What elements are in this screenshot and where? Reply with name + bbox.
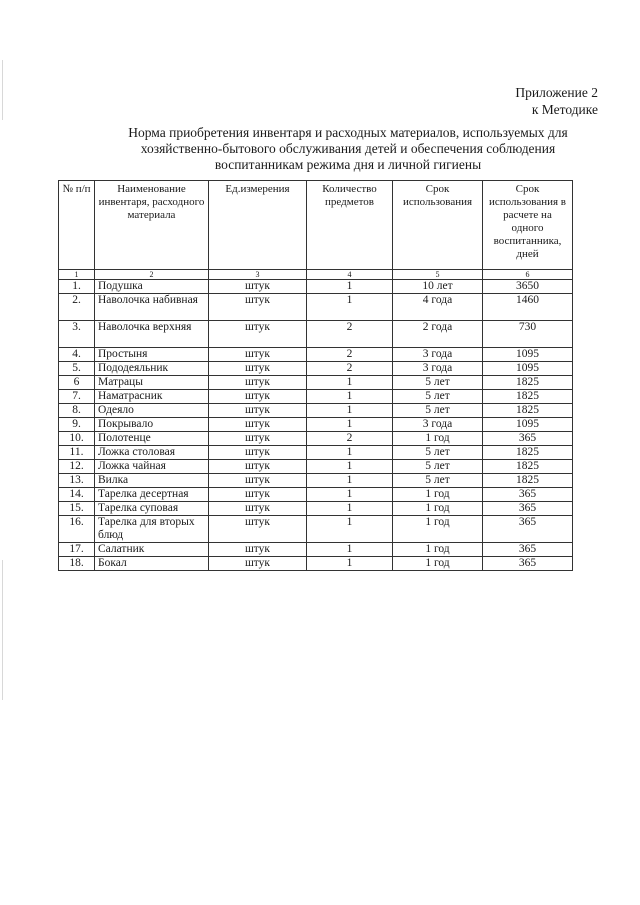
row-number: 16.	[59, 516, 95, 543]
item-unit: штук	[209, 488, 307, 502]
item-term: 5 лет	[393, 446, 483, 460]
table-header-row	[59, 181, 573, 270]
item-term: 1 год	[393, 516, 483, 543]
item-quantity: 2	[307, 348, 393, 362]
row-number: 12.	[59, 460, 95, 474]
item-term: 5 лет	[393, 460, 483, 474]
item-name: Простыня	[95, 348, 209, 362]
title-line-2: хозяйственно-бытового обслуживания детей и обеспечения соблюдения	[140, 141, 556, 156]
item-quantity: 1	[307, 390, 393, 404]
item-days: 1825	[483, 390, 573, 404]
item-unit: штук	[209, 362, 307, 376]
item-quantity: 1	[307, 543, 393, 557]
item-name: Подушка	[95, 280, 209, 294]
table-row	[59, 446, 573, 460]
item-name: Наволочка верхняя	[95, 321, 209, 348]
header-name: Наименование инвентаря, расходного материала	[95, 181, 209, 270]
item-days: 1825	[483, 446, 573, 460]
table-row	[59, 321, 573, 348]
item-unit: штук	[209, 348, 307, 362]
appendix-line-2: к Методике	[531, 102, 598, 117]
table-row	[59, 516, 573, 543]
item-name: Бокал	[95, 557, 209, 571]
item-quantity: 2	[307, 321, 393, 348]
table-row	[59, 376, 573, 390]
item-unit: штук	[209, 294, 307, 321]
item-days: 1095	[483, 418, 573, 432]
item-days: 365	[483, 543, 573, 557]
item-term: 4 года	[393, 294, 483, 321]
table-row	[59, 362, 573, 376]
item-unit: штук	[209, 418, 307, 432]
row-number: 18.	[59, 557, 95, 571]
item-term: 5 лет	[393, 376, 483, 390]
table-row	[59, 404, 573, 418]
item-unit: штук	[209, 390, 307, 404]
column-number: 4	[307, 270, 393, 280]
table-row	[59, 418, 573, 432]
row-number: 10.	[59, 432, 95, 446]
item-term: 2 года	[393, 321, 483, 348]
item-name: Покрывало	[95, 418, 209, 432]
row-number: 14.	[59, 488, 95, 502]
column-number: 5	[393, 270, 483, 280]
item-quantity: 1	[307, 404, 393, 418]
title-line-1: Норма приобретения инвентаря и расходных материалов, используемых для	[128, 125, 568, 140]
scan-edge-mark	[2, 60, 3, 120]
row-number: 17.	[59, 543, 95, 557]
table-row	[59, 474, 573, 488]
item-term: 10 лет	[393, 280, 483, 294]
item-quantity: 1	[307, 502, 393, 516]
header-unit: Ед.измерения	[209, 181, 307, 270]
item-unit: штук	[209, 321, 307, 348]
item-unit: штук	[209, 446, 307, 460]
item-days: 365	[483, 432, 573, 446]
column-number: 3	[209, 270, 307, 280]
row-number: 2.	[59, 294, 95, 321]
header-days: Срок использования в расчете на одного воспитанника, дней	[483, 181, 573, 270]
item-term: 5 лет	[393, 474, 483, 488]
row-number: 11.	[59, 446, 95, 460]
item-days: 1825	[483, 460, 573, 474]
row-number: 6	[59, 376, 95, 390]
item-term: 5 лет	[393, 404, 483, 418]
table-row	[59, 294, 573, 321]
appendix-label	[515, 84, 598, 118]
row-number: 13.	[59, 474, 95, 488]
table-row	[59, 348, 573, 362]
item-unit: штук	[209, 557, 307, 571]
item-name: Ложка чайная	[95, 460, 209, 474]
row-number: 3.	[59, 321, 95, 348]
appendix-line-1: Приложение 2	[515, 85, 598, 100]
item-name: Тарелка для вторых блюд	[95, 516, 209, 543]
item-days: 1095	[483, 348, 573, 362]
item-days: 365	[483, 502, 573, 516]
header-quantity: Количество предметов	[307, 181, 393, 270]
item-quantity: 1	[307, 460, 393, 474]
item-quantity: 1	[307, 446, 393, 460]
header-term: Срок использования	[393, 181, 483, 270]
item-days: 3650	[483, 280, 573, 294]
item-name: Пододеяльник	[95, 362, 209, 376]
item-unit: штук	[209, 502, 307, 516]
item-name: Полотенце	[95, 432, 209, 446]
row-number: 15.	[59, 502, 95, 516]
inventory-norm-table	[58, 180, 573, 571]
item-quantity: 1	[307, 418, 393, 432]
item-name: Одеяло	[95, 404, 209, 418]
item-days: 365	[483, 557, 573, 571]
table-row	[59, 557, 573, 571]
row-number: 8.	[59, 404, 95, 418]
item-days: 730	[483, 321, 573, 348]
row-number: 7.	[59, 390, 95, 404]
table-row	[59, 460, 573, 474]
item-term: 1 год	[393, 488, 483, 502]
title-line-3: воспитанникам режима дня и личной гигиены	[214, 157, 482, 172]
column-number: 6	[483, 270, 573, 280]
item-term: 1 год	[393, 502, 483, 516]
item-unit: штук	[209, 460, 307, 474]
item-term: 3 года	[393, 418, 483, 432]
item-days: 1825	[483, 376, 573, 390]
item-days: 1825	[483, 404, 573, 418]
item-days: 365	[483, 516, 573, 543]
item-quantity: 1	[307, 280, 393, 294]
item-name: Вилка	[95, 474, 209, 488]
item-quantity: 1	[307, 488, 393, 502]
item-days: 1825	[483, 474, 573, 488]
row-number: 1.	[59, 280, 95, 294]
table-row	[59, 543, 573, 557]
item-days: 1095	[483, 362, 573, 376]
row-number: 5.	[59, 362, 95, 376]
item-quantity: 1	[307, 376, 393, 390]
item-name: Наволочка набивная	[95, 294, 209, 321]
item-quantity: 1	[307, 474, 393, 488]
row-number: 9.	[59, 418, 95, 432]
item-term: 1 год	[393, 543, 483, 557]
item-unit: штук	[209, 543, 307, 557]
item-name: Салатник	[95, 543, 209, 557]
item-quantity: 1	[307, 294, 393, 321]
table-row	[59, 390, 573, 404]
item-unit: штук	[209, 474, 307, 488]
item-name: Ложка столовая	[95, 446, 209, 460]
item-days: 1460	[483, 294, 573, 321]
table-row	[59, 502, 573, 516]
item-term: 3 года	[393, 348, 483, 362]
column-number-row	[59, 270, 573, 280]
item-name: Матрацы	[95, 376, 209, 390]
item-unit: штук	[209, 404, 307, 418]
column-number: 2	[95, 270, 209, 280]
document-title	[88, 125, 608, 173]
item-unit: штук	[209, 280, 307, 294]
table-row	[59, 488, 573, 502]
item-unit: штук	[209, 432, 307, 446]
item-name: Наматрасник	[95, 390, 209, 404]
item-days: 365	[483, 488, 573, 502]
item-term: 5 лет	[393, 390, 483, 404]
table-row	[59, 280, 573, 294]
item-quantity: 1	[307, 516, 393, 543]
table-row	[59, 432, 573, 446]
item-quantity: 2	[307, 362, 393, 376]
item-term: 3 года	[393, 362, 483, 376]
item-name: Тарелка суповая	[95, 502, 209, 516]
item-quantity: 2	[307, 432, 393, 446]
item-term: 1 год	[393, 557, 483, 571]
item-term: 1 год	[393, 432, 483, 446]
scan-edge-mark	[2, 560, 3, 700]
item-unit: штук	[209, 516, 307, 543]
item-name: Тарелка десертная	[95, 488, 209, 502]
item-unit: штук	[209, 376, 307, 390]
row-number: 4.	[59, 348, 95, 362]
header-number: № п/п	[59, 181, 95, 270]
item-quantity: 1	[307, 557, 393, 571]
column-number: 1	[59, 270, 95, 280]
